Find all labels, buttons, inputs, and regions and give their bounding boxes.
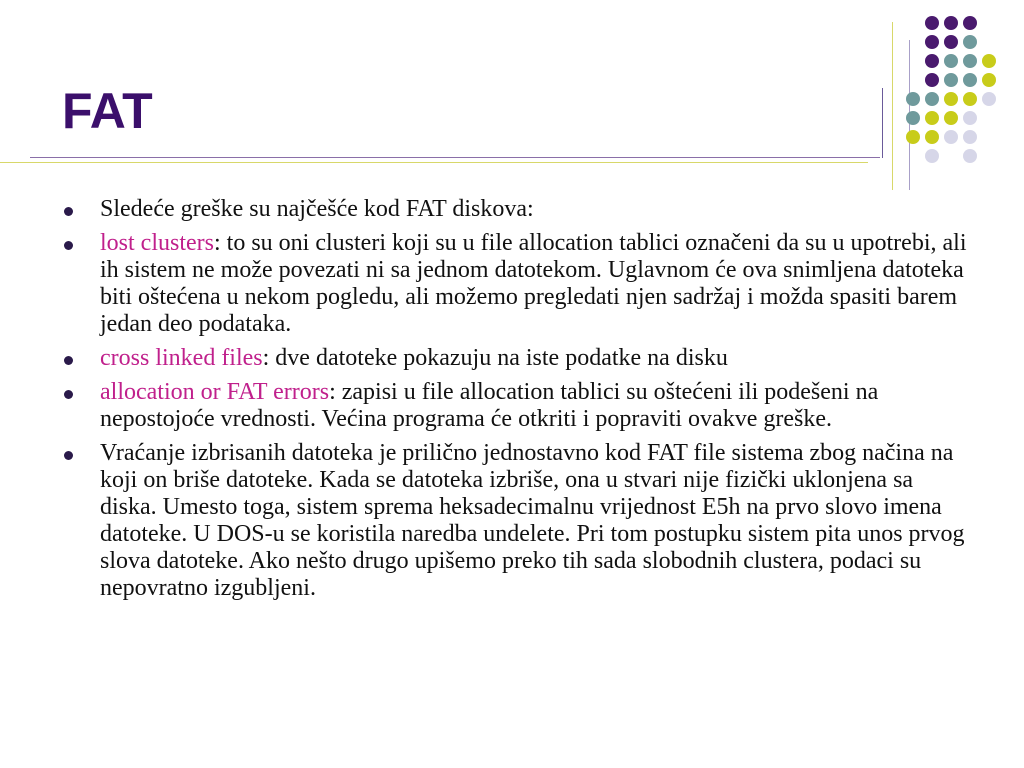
decorative-dot: [963, 111, 977, 125]
header-divider-purple: [30, 157, 880, 158]
bullet-item: [62, 345, 972, 372]
bullet-text: Vraćanje izbrisanih datoteka je prilično jednostavno kod FAT file sistema zbog načina na koji on briše datoteke. Kada se datoteka izbriše, ona u stvari nije fizički uklonjena sa diska. Umesto toga, sistem sprema heksadecimalnu vrijednost E5h na prvo slovo imena datoteke. U DOS-u se koristila naredba undelete. Pri tom postupku sistem pita unos prvog slova datoteke. Ako nešto drugo upišemo preko tih sada slobodnih clustera, podaci su nepovratno izgubljeni.: [100, 440, 965, 601]
decorative-dot: [944, 92, 958, 106]
decorative-dot: [944, 111, 958, 125]
bullet-term: cross linked files: [100, 345, 263, 371]
bullet-list: [62, 196, 972, 609]
decorative-dot: [963, 16, 977, 30]
bullet-text: : dve datoteke pokazuju na iste podatke na disku: [262, 345, 728, 371]
decorative-dot: [944, 35, 958, 49]
decorative-dot: [944, 16, 958, 30]
bullet-dot: [64, 451, 73, 460]
decorative-dot: [982, 92, 996, 106]
vertical-line-yellow: [892, 22, 893, 190]
decorative-dot: [944, 73, 958, 87]
decorative-dot: [925, 54, 939, 68]
decorative-dot: [925, 73, 939, 87]
bullet-term: allocation or FAT errors: [100, 379, 330, 405]
bullet-dot: [64, 241, 73, 250]
decorative-dot: [925, 92, 939, 106]
decorative-dot: [925, 149, 939, 163]
decorative-dot: [925, 35, 939, 49]
bullet-dot: [64, 390, 73, 399]
bullet-text: Sledeće greške su najčešće kod FAT diskova:: [100, 196, 534, 222]
bullet-item: [62, 230, 972, 338]
decorative-dot: [944, 130, 958, 144]
bullet-text: : zapisi u file allocation tablici su oštećeni ili podešeni na nepostojoće vrednosti. Većina programa će otkriti i popraviti ovakve greške.: [100, 379, 879, 432]
slide-title: FAT: [62, 83, 153, 139]
decorative-dot: [925, 16, 939, 30]
decorative-dot: [906, 130, 920, 144]
decorative-dot: [963, 149, 977, 163]
decorative-dot: [963, 73, 977, 87]
decorative-dot: [963, 92, 977, 106]
decorative-dot: [925, 111, 939, 125]
decorative-dot: [963, 130, 977, 144]
decorative-dot: [963, 35, 977, 49]
decorative-dot: [963, 54, 977, 68]
header-divider-yellow: [0, 162, 868, 163]
vertical-line-purple: [882, 88, 883, 158]
decorative-dot: [944, 54, 958, 68]
decorative-dot: [925, 130, 939, 144]
bullet-term: lost clusters: [100, 230, 214, 256]
decorative-dot: [982, 73, 996, 87]
bullet-item: [62, 440, 972, 602]
bullet-dot: [64, 207, 73, 216]
bullet-item: [62, 196, 972, 223]
decorative-dot: [982, 54, 996, 68]
decorative-dot: [906, 111, 920, 125]
bullet-text: : to su oni clusteri koji su u file allocation tablici označeni da su u upotrebi, ali ih sistem ne može povezati ni sa jednom datotekom. Uglavnom će ova snimljena datoteka biti oštećena u nekom pogledu, ali možemo pregledati njen sadržaj i možda spasiti barem jedan deo podataka.: [100, 230, 967, 337]
bullet-item: [62, 379, 972, 433]
decorative-dot-grid: [906, 16, 1006, 166]
bullet-dot: [64, 356, 73, 365]
decorative-dot: [906, 92, 920, 106]
